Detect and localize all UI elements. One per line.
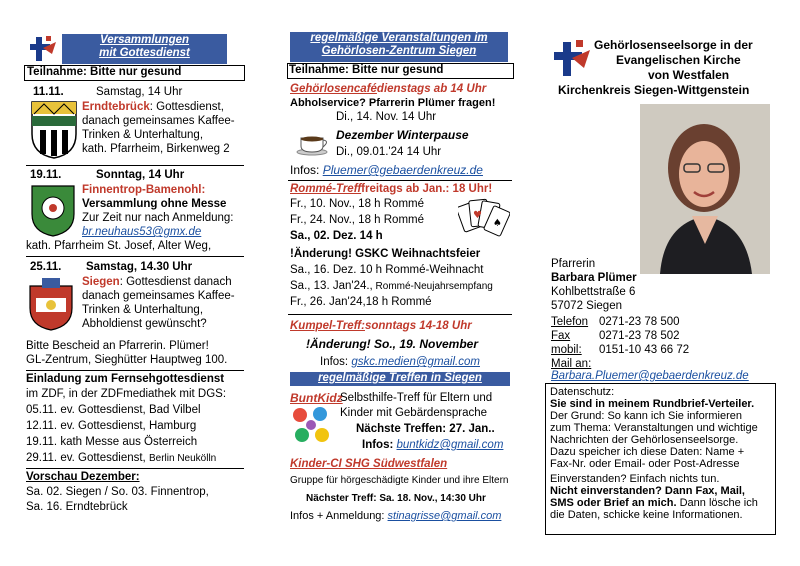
email-link[interactable]: br.neuhaus53@gmx.de [82,226,202,238]
infos-line [362,439,503,452]
tv-item [26,452,216,465]
ds-normal: Dann lösche ich [676,497,758,509]
romme-date: Sa., 13. Jan'24., [290,280,373,292]
fax-value: 0271-23 78 502 [599,330,680,342]
infos-label: Infos: [290,163,323,177]
ds-line: Der Grund: So kann ich Sie informieren [550,410,742,422]
email-link[interactable]: Barbara.Pluemer@gebaerdenkreuz.de [551,370,749,382]
event-line: Trinken & Unterhaltung, [82,129,204,141]
kumpel-aenderung: !Änderung! So., 19. November [306,337,479,351]
mobil-value: 0151-10 43 66 72 [599,344,690,356]
event-time: Samstag, 14 Uhr [96,86,183,98]
email-link[interactable]: Pluemer@gebaerdenkreuz.de [322,163,483,177]
header-line: Versammlungen [99,34,190,46]
header-line: regelmäßige Veranstaltungen im [310,32,488,44]
fax-label: Fax [551,330,571,342]
place-name: Erndtebrück [82,101,150,113]
buntkidz-line: Kinder mit Gebärdensprache [340,407,488,419]
kinder-title: Kinder-CI SHG Südwestfalen [290,458,448,470]
cafe-when: dienstags ab 14 Uhr [376,83,487,95]
ds-line: Dazu speicher ich diese Daten: Name + [550,446,745,458]
mobil-label: mobil: [551,344,582,356]
event-date: 25.11. [30,261,62,273]
divider [26,468,244,469]
event-line: kath. Pfarrheim, Birkenweg 2 [82,143,230,155]
romme-item: Fr., 24. Nov., 18 h Rommé [290,214,425,226]
cafe-name: Gehörlosencafé [290,83,377,95]
cafe-title [290,83,486,96]
romme-item: Sa., 16. Dez. 10 h Rommé-Weihnacht [290,264,484,276]
buntkidz-line: Selbsthilfe-Treff für Eltern und [340,392,493,404]
tv-item: 12.11. ev. Gottesdienst, Hamburg [26,420,197,432]
cross-logo-icon [552,38,592,80]
contact-city: 57072 Siegen [551,300,622,312]
tv-item-text: 29.11. ev. Gottesdienst, [26,452,146,464]
event-line: danach gemeinsames Kaffee- [82,115,235,127]
portrait-photo [640,104,770,274]
ds-line: zum Thema: Veranstaltungen und wichtige [550,422,758,434]
colorful-hands-icon [290,405,334,449]
org-line: Evangelischen Kirche [616,53,741,67]
ds-line: Fax-Nr. oder Email- oder Post-Adresse [550,458,740,470]
tv-title: im ZDF, in der ZDFmediathek mit DGS: [26,388,227,400]
tel-label: Telefon [551,316,589,328]
tv-item: 05.11. ev. Gottesdienst, Bad Vilbel [26,404,201,416]
bescheid-line: Bitte Bescheid an Pfarrerin. Plümer! [26,340,209,352]
romme-event: Rommé-Neujahrsempfang [372,281,493,292]
place-name: Siegen [82,276,120,288]
contact-street: Kohlbettstraße 6 [551,286,636,298]
playing-cards-icon [458,196,510,242]
romme-aenderung: !Änderung! GSKC Weihnachtsfeier [290,248,481,260]
header-line: mit Gottesdienst [99,47,190,59]
ds-line: Nicht einverstanden? Dann Fax, Mail, [550,485,745,497]
divider [288,180,512,181]
finnentrop-crest-icon [30,184,76,238]
winterpause: Dezember Winterpause [336,128,469,142]
org-line: Kirchenkreis Siegen-Wittgenstein [558,83,750,97]
ds-line: Sie sind in meinem Rundbrief-Verteiler. [550,398,755,410]
romme-item [290,280,493,293]
tv-item: 19.11. kath Messe aus Österreich [26,436,198,448]
email-link[interactable]: gskc.medien@gmail.com [351,356,480,368]
cafe-date: Di., 14. Nov. 14 Uhr [336,111,437,123]
datenschutz-box [545,383,776,535]
event-place [82,101,224,114]
romme-item: Fr., 26. Jan'24,18 h Rommé [290,296,432,308]
email-link[interactable]: stinagrisse@gmail.com [387,510,502,522]
ds-line: die Daten, schicke keine Informationen. [550,509,743,521]
tel-value: 0271-23 78 500 [599,316,680,328]
romme-item: Sa., 02. Dez. 14 h [290,230,383,242]
romme-when: freitags ab Jan.: 18 Uhr! [361,183,493,195]
org-line: von Westfalen [648,68,730,82]
header-line: Gehörlosen-Zentrum Siegen [321,45,477,57]
svg-text:♥: ♥ [473,210,482,221]
siegen-crest-icon [28,276,74,332]
kumpel-name: Kumpel-Treff: [290,320,365,332]
ds-line: Einverstanden? Einfach nichts tun. [550,473,720,485]
email-link[interactable]: buntkidz@gmail.com [396,439,504,451]
divider [288,314,512,315]
section-header-treffen [290,372,510,386]
infos-line [320,356,480,369]
kinder-line: Gruppe für hörgeschädigte Kinder und ihre Eltern [290,475,509,486]
event-line: kath. Pfarrheim St. Josef, Alter Weg, [26,240,212,252]
section-header-versammlungen [62,34,227,64]
event-date: 19.11. [30,169,62,181]
cross-logo-icon [28,34,58,64]
header-line: regelmäßige Treffen in Siegen [318,372,482,384]
event-line: Abholdienst gewünscht? [82,318,207,330]
ds-line: Datenschutz: [550,386,615,398]
teilnahme-text: Teilnahme: Bitte nur gesund [27,66,182,78]
cafe-date: Di., 09.01.'24 14 Uhr [336,146,442,158]
tv-title: Einladung zum Fernsehgottesdienst [26,373,225,385]
infos-label: Infos: [320,356,352,368]
buntkidz-next: Nächste Treffen: 27. Jan.. [356,423,495,435]
ds-line: Nachrichten der Gehörlosenseelsorge. [550,434,739,446]
infos-label: Infos: [362,439,397,451]
event-line: danach gemeinsames Kaffee- [82,290,235,302]
mail-label: Mail an: [551,358,592,370]
org-line: Gehörlosenseelsorge in der [594,38,753,52]
infos-line [290,510,501,523]
vorschau-line: Sa. 02. Siegen / So. 03. Finnentrop, [26,486,209,498]
contact-name: Barbara Plümer [551,272,637,284]
buntkidz-title: BuntKidz [290,391,343,405]
ds-bold: SMS oder Brief an mich. [550,497,677,509]
bescheid-line: GL-Zentrum, Sieghütter Hauptweg 100. [26,354,228,366]
event-place [82,276,232,289]
event-time: Sonntag, 14 Uhr [96,169,185,181]
tv-item-small: Berlin Neukölln [148,453,217,464]
section-header-veranstaltungen [290,32,508,62]
divider [26,256,244,257]
event-line: Zur Zeit nur nach Anmeldung: [82,212,234,224]
romme-name: Rommé-Treff [290,183,362,195]
vorschau-line: Sa. 16. Erndtebrück [26,501,128,513]
kumpel-title [290,320,472,333]
romme-item: Fr., 10. Nov., 18 h Rommé [290,198,425,210]
teilnahme-text: Teilnahme: Bitte nur gesund [289,64,444,76]
vorschau-title: Vorschau Dezember: [26,471,140,483]
event-line: : Gottesdienst, [149,101,224,113]
event-line: Versammlung ohne Messe [82,198,227,210]
infos-line [290,164,483,177]
kumpel-when: sonntags 14-18 Uhr [364,320,472,332]
divider [26,165,244,166]
teilnahme-box-2 [287,63,514,79]
romme-title [290,183,492,196]
erndtebrueck-crest-icon [30,100,78,160]
coffee-cup-icon [296,130,332,156]
cafe-abhol: Abholservice? Pfarrerin Plümer fragen! [290,97,496,109]
event-date: 11.11. [33,86,64,98]
divider [26,370,244,371]
infos-label: Infos + Anmeldung: [290,510,388,522]
svg-text:♠: ♠ [493,218,502,229]
kinder-next: Nächster Treff: Sa. 18. Nov., 14:30 Uhr [306,493,486,504]
event-line: : Gottesdienst danach [119,276,232,288]
event-place: Finnentrop-Bamenohl: [82,184,206,196]
contact-role: Pfarrerin [551,258,596,270]
event-time: Samstag, 14.30 Uhr [86,261,193,273]
teilnahme-box-1 [24,65,245,81]
ds-line [550,497,758,510]
event-line: Trinken & Unterhaltung, [82,304,204,316]
